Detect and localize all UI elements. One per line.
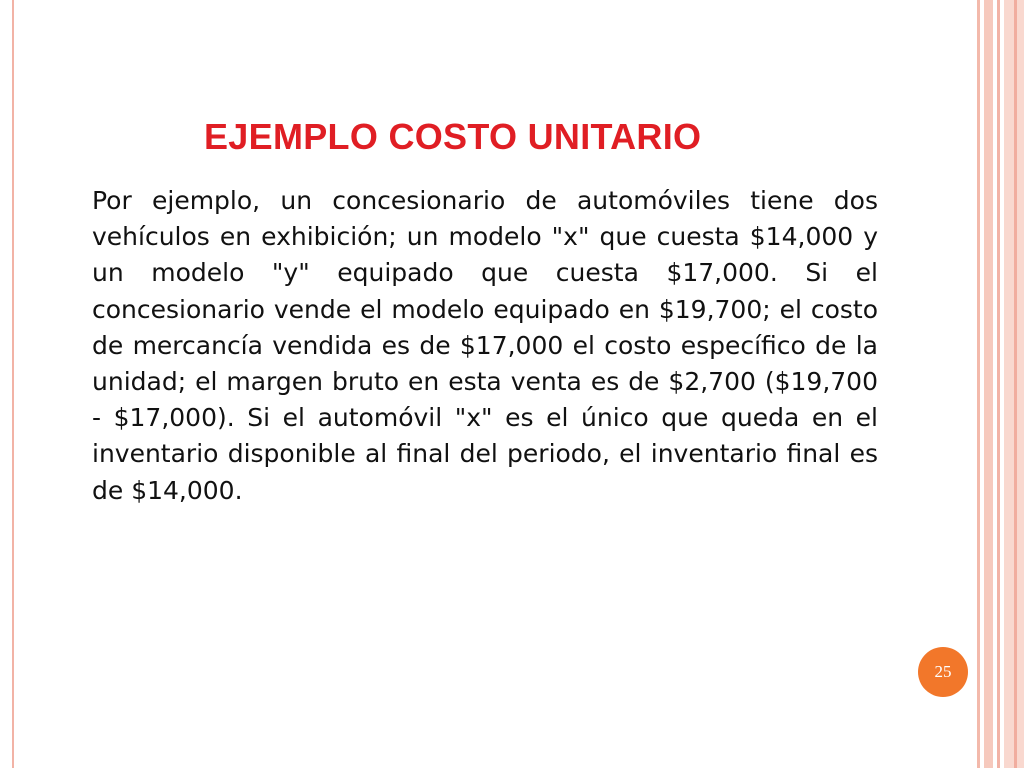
right-decor-stripe [997,0,1000,768]
page-number-badge: 25 [918,647,968,697]
right-decor-stripe [1014,0,1017,768]
right-decor-stripe [977,0,980,768]
slide-title: EJEMPLO COSTO UNITARIO [204,116,702,157]
right-decor-stripe [984,0,993,768]
slide-body-text: Por ejemplo, un concesionario de automóviles tiene dos vehículos en exhibición; un modelo "x" que cuesta $14,000 y un modelo "y" equipado que cuesta $17,000. Si el concesionario vende el modelo equipado en $19,700; el costo de mercancía vendida es de $17,000 el costo específico de la unidad; el margen bruto en esta venta es de $2,700 ($19,700 - $17,000). Si el automóvil "x" es el único que queda en el inventario disponible al final del periodo, el inventario final es de $14,000. [92,186,878,505]
left-border-line [12,0,14,768]
